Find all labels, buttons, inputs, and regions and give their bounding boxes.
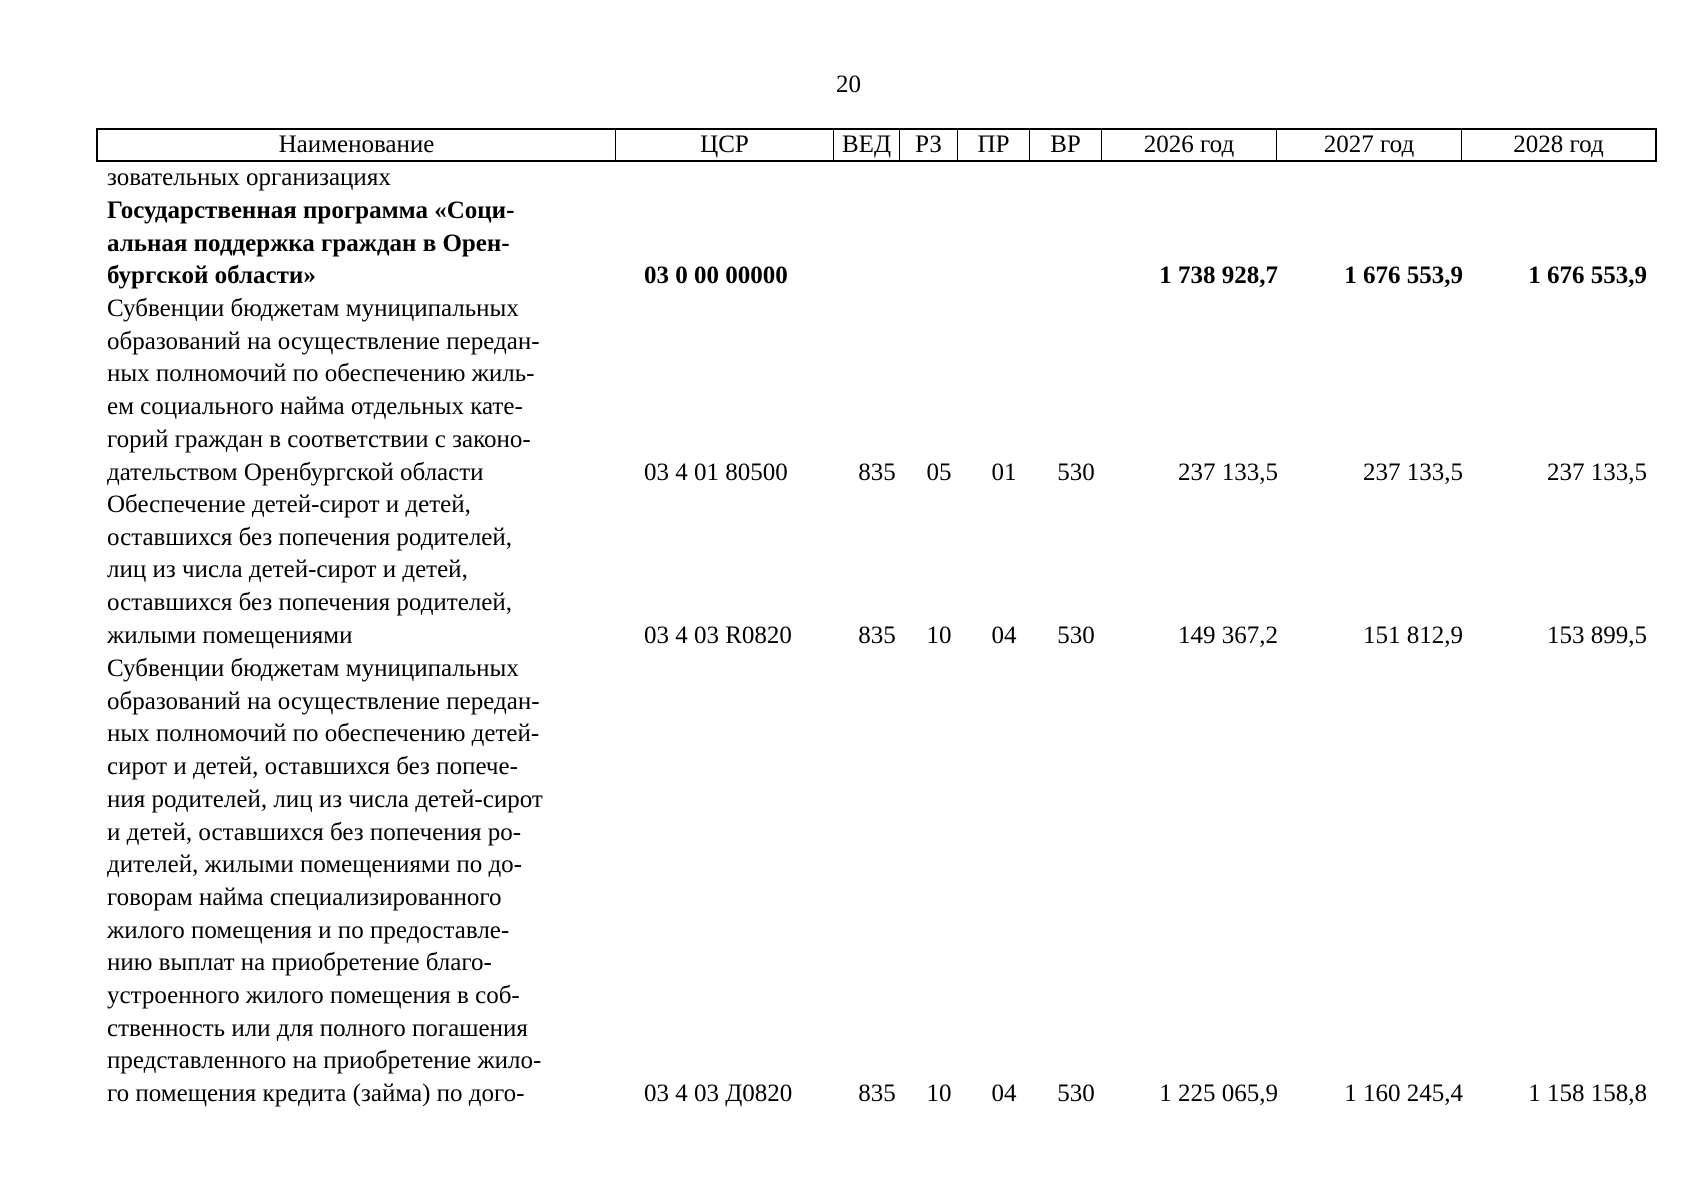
cell-vr: 530 [1057, 621, 1095, 649]
header-name: Наименование [98, 130, 616, 160]
cell-rz: 05 [926, 458, 952, 486]
cell-2028: 153 899,5 [1547, 621, 1647, 649]
row-name-line: ем социального найма отдельных кате- [107, 393, 523, 421]
row-name-line: образований на осуществление передан- [107, 327, 540, 355]
row-name [107, 653, 607, 1111]
header-csr: ЦСР [616, 130, 834, 160]
row-name-line: жилыми помещениями [107, 621, 353, 649]
row-name [107, 293, 607, 489]
header-vr: ВР [1030, 130, 1102, 160]
cell-2028: 1 676 553,9 [1528, 262, 1647, 290]
row-name-line: устроенного жилого помещения в соб- [107, 982, 520, 1010]
cell-rz: 10 [926, 621, 952, 649]
row-name [107, 489, 607, 653]
row-name-line: ственность или для полного погашения [107, 1014, 528, 1042]
header-2026: 2026 год [1102, 130, 1277, 160]
row-name-line: представленного на приобретение жило- [107, 1047, 542, 1075]
row-name-line: альная поддержка граждан в Орен- [107, 229, 510, 257]
row-name-line: зовательных организациях [107, 164, 391, 191]
cell-ved: 835 [858, 458, 896, 486]
cell-2027: 151 812,9 [1363, 621, 1463, 649]
row-name-line: го помещения кредита (займа) по дого- [107, 1080, 525, 1108]
cell-vr: 530 [1057, 1080, 1095, 1108]
row-name-line: говорам найма специализированного [107, 883, 502, 911]
cell-pr: 04 [991, 621, 1017, 649]
cell-csr: 03 4 03 R0820 [644, 621, 792, 649]
row-name-line: нию выплат на приобретение благо- [107, 949, 492, 977]
row-name [107, 195, 607, 293]
cell-rz: 10 [926, 1080, 952, 1108]
cell-pr: 04 [991, 1080, 1017, 1108]
row-name-line: сирот и детей, оставшихся без попече- [107, 753, 518, 781]
cell-vr: 530 [1057, 458, 1095, 486]
row-name-line: дителей, жилыми помещениями по до- [107, 851, 522, 879]
row-name-line: жилого помещения и по предоставле- [107, 916, 510, 944]
cell-2027: 1 676 553,9 [1344, 262, 1463, 290]
cell-2027: 237 133,5 [1363, 458, 1463, 486]
row-name-line: бургской области» [107, 262, 316, 290]
cell-2028: 1 158 158,8 [1528, 1080, 1647, 1108]
row-name-line: Обеспечение детей-сирот и детей, [107, 491, 471, 518]
cell-2026: 149 367,2 [1178, 621, 1278, 649]
row-name-line: горий граждан в соответствии с законо- [107, 425, 531, 453]
row-name-line: Субвенции бюджетам муниципальных [107, 295, 519, 322]
row-name-line: ных полномочий по обеспечению детей- [107, 720, 540, 748]
cell-pr: 01 [991, 458, 1017, 486]
cell-csr: 03 4 01 80500 [644, 458, 788, 486]
cell-csr: 03 0 00 00000 [644, 262, 788, 290]
row-name-line: оставшихся без попечения родителей, [107, 523, 513, 551]
row-name [107, 162, 607, 195]
row-name-line: Субвенции бюджетам муниципальных [107, 655, 519, 682]
cell-2026: 1 738 928,7 [1159, 262, 1278, 290]
cell-2026: 237 133,5 [1178, 458, 1278, 486]
cell-csr: 03 4 03 Д0820 [644, 1080, 793, 1108]
cell-2027: 1 160 245,4 [1344, 1080, 1463, 1108]
header-2028: 2028 год [1513, 131, 1604, 158]
header-2027: 2027 год [1277, 130, 1462, 160]
row-name-line: оставшихся без попечения родителей, [107, 589, 513, 617]
header-ved: ВЕД [834, 130, 900, 160]
row-name-line: ния родителей, лиц из числа детей-сирот [107, 785, 543, 813]
table-header [96, 128, 1657, 162]
row-name-line: лиц из числа детей-сирот и детей, [107, 556, 468, 584]
row-name-line: ных полномочий по обеспечению жиль- [107, 360, 535, 388]
row-name-line: дательством Оренбургской области [107, 458, 484, 486]
row-name-line: образований на осуществление передан- [107, 687, 540, 715]
header-pr: ПР [958, 130, 1030, 160]
row-name-line: и детей, оставшихся без попечения ро- [107, 818, 522, 846]
cell-2026: 1 225 065,9 [1159, 1080, 1278, 1108]
page-number: 20 [836, 71, 861, 98]
cell-ved: 835 [858, 1080, 896, 1108]
cell-ved: 835 [858, 621, 896, 649]
cell-2028: 237 133,5 [1547, 458, 1647, 486]
header-rz: РЗ [900, 130, 958, 160]
row-name-line: Государственная программа «Соци- [107, 197, 515, 224]
